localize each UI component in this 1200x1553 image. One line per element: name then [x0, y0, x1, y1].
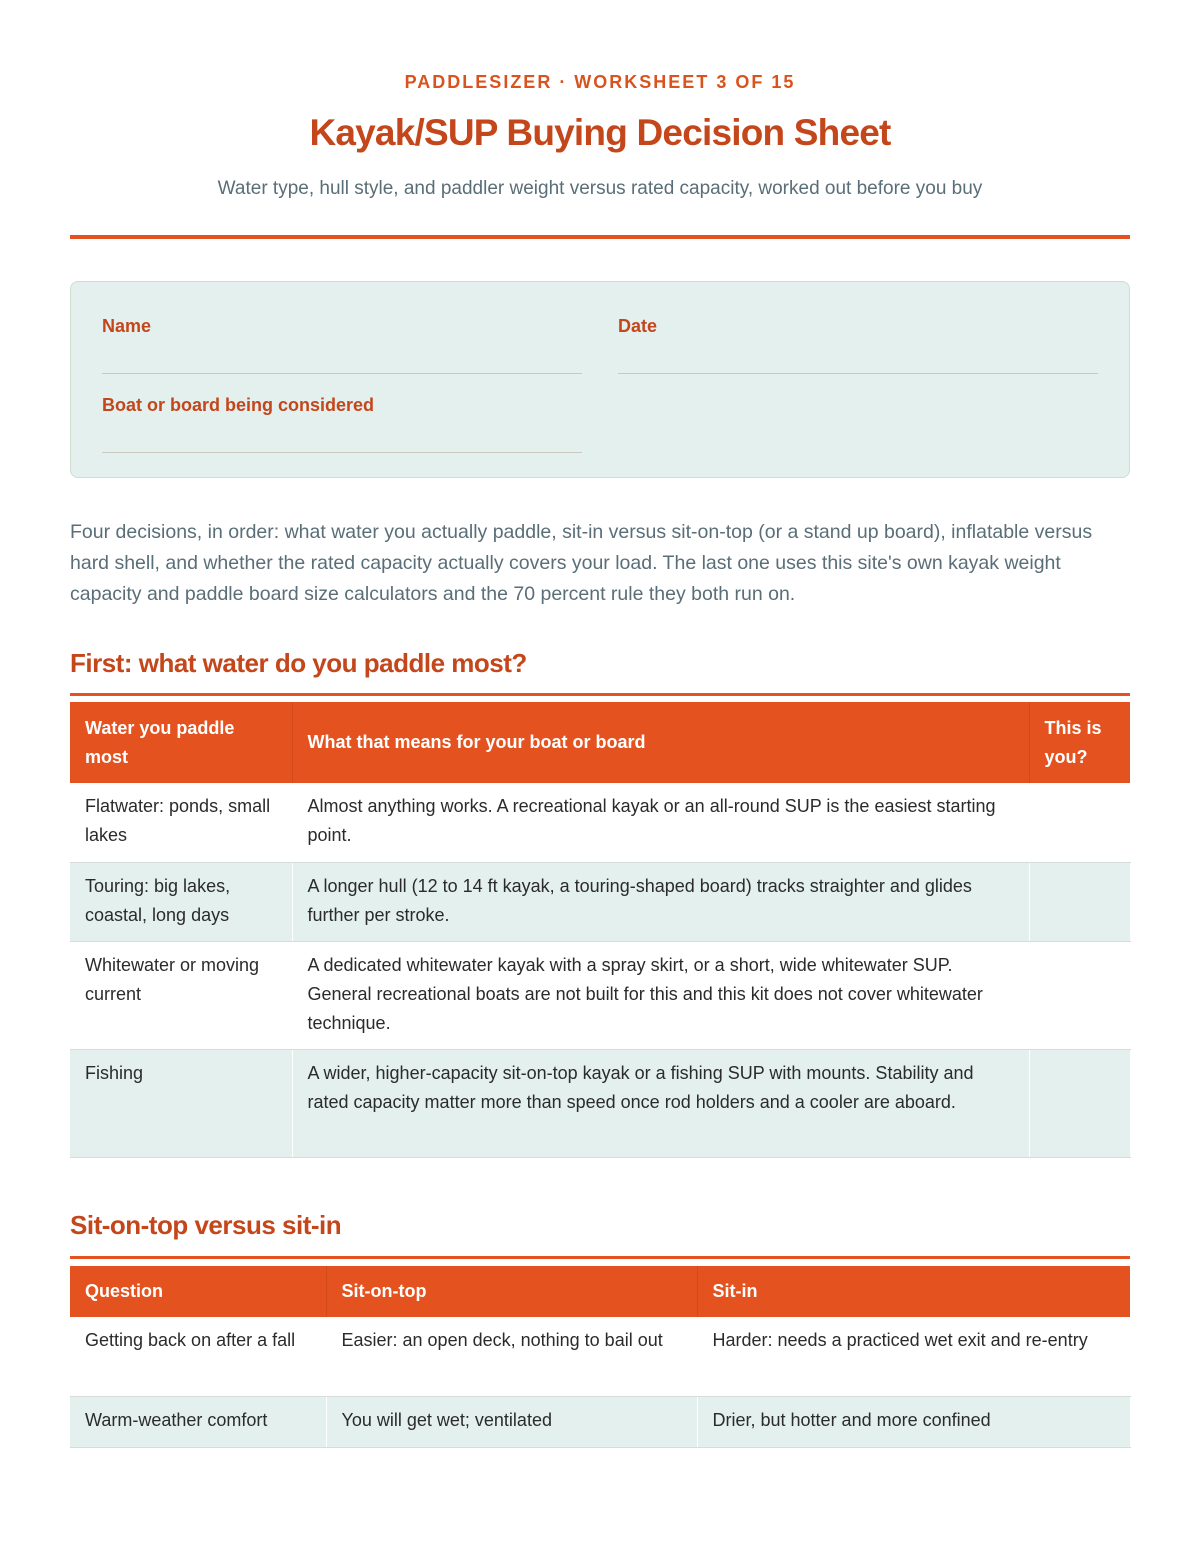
- this-is-you-cell[interactable]: [1029, 941, 1130, 1049]
- info-form: [70, 281, 1130, 478]
- page-title: Kayak/SUP Buying Decision Sheet: [309, 112, 891, 153]
- series-label: PADDLESIZER · WORKSHEET 3 OF 15: [404, 72, 796, 92]
- sit-on-top-col-header: Sit-on-top: [326, 1266, 697, 1317]
- this-is-you-cell[interactable]: [1029, 783, 1130, 862]
- this-is-you-cell[interactable]: [1029, 1049, 1130, 1157]
- water-col-header: Water you paddle most: [70, 702, 292, 783]
- water-table: [70, 702, 1131, 1158]
- table-row: [70, 862, 1130, 941]
- name-line[interactable]: [102, 373, 582, 374]
- question-cell: Warm-weather comfort: [70, 1396, 326, 1447]
- sit-on-top-cell: You will get wet; ventilated: [326, 1396, 697, 1447]
- meaning-cell: Almost anything works. A recreational kayak or an all-round SUP is the easiest starting point.: [292, 783, 1029, 862]
- sit-table-header: [70, 1266, 1130, 1317]
- water-section-divider: [70, 693, 1130, 696]
- sit-section-title: Sit-on-top versus sit-in: [70, 1210, 342, 1240]
- name-label: Name: [102, 316, 152, 336]
- water-type-cell: Touring: big lakes, coastal, long days: [70, 862, 292, 941]
- meaning-cell: A longer hull (12 to 14 ft kayak, a touring-shaped board) tracks straighter and glides further per stroke.: [292, 862, 1029, 941]
- sit-in-col-header: Sit-in: [697, 1266, 1130, 1317]
- date-label: Date: [618, 316, 658, 336]
- sit-in-cell: Harder: needs a practiced wet exit and re-entry: [697, 1317, 1130, 1396]
- sit-on-top-cell: Easier: an open deck, nothing to bail out: [326, 1317, 697, 1396]
- boat-label: Boat or board being considered: [102, 395, 375, 415]
- question-cell: Getting back on after a fall: [70, 1317, 326, 1396]
- header-divider: [70, 235, 1130, 239]
- sit-in-cell: Drier, but hotter and more confined: [697, 1396, 1130, 1447]
- page-subtitle: Water type, hull style, and paddler weight versus rated capacity, worked out before you buy: [217, 178, 983, 199]
- this-is-you-cell[interactable]: [1029, 862, 1130, 941]
- sit-section-divider: [70, 1256, 1130, 1259]
- table-row: [70, 1317, 1130, 1396]
- intro-paragraph: Four decisions, in order: what water you actually paddle, sit-in versus sit-on-top (or a stand up board), inflatable versus hard shell, and whether the rated capacity actually covers your load. The last one uses this site's own kayak weight capacity and paddle board size calculators and the 70 percent rule they both run on.: [70, 521, 1093, 605]
- boat-line[interactable]: [102, 452, 582, 453]
- table-row: [70, 1396, 1130, 1447]
- date-line[interactable]: [618, 373, 1098, 374]
- water-section-title: First: what water do you paddle most?: [70, 648, 527, 678]
- meaning-cell: A wider, higher-capacity sit-on-top kayak or a fishing SUP with mounts. Stability and rated capacity matter more than speed once rod holders and a cooler are aboard.: [292, 1049, 1029, 1157]
- table-row: [70, 1049, 1130, 1157]
- sit-table: [70, 1266, 1131, 1448]
- this-is-you-col-header: This is you?: [1029, 702, 1130, 783]
- water-type-cell: Whitewater or moving current: [70, 941, 292, 1049]
- question-col-header: Question: [70, 1266, 326, 1317]
- meaning-col-header: What that means for your boat or board: [292, 702, 1029, 783]
- water-table-header: [70, 702, 1130, 783]
- table-row: [70, 783, 1130, 862]
- meaning-cell: A dedicated whitewater kayak with a spray skirt, or a short, wide whitewater SUP. General recreational boats are not built for this and this kit does not cover whitewater technique.: [292, 941, 1029, 1049]
- water-type-cell: Fishing: [70, 1049, 292, 1157]
- water-type-cell: Flatwater: ponds, small lakes: [70, 783, 292, 862]
- table-row: [70, 941, 1130, 1049]
